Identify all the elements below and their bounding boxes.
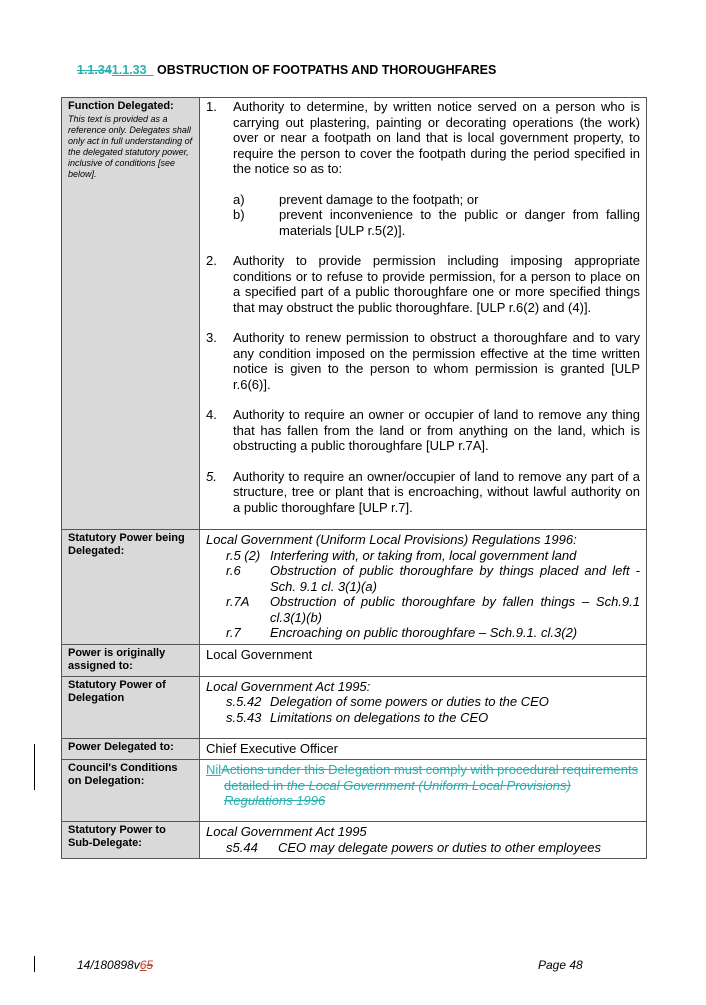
row-statutory-power xyxy=(62,530,647,645)
statutory-power-act: Local Government (Uniform Local Provisions) Regulations 1996: xyxy=(206,532,577,547)
heading-number-inserted: 1.1.33 xyxy=(111,63,147,77)
conditions-inserted: Nil xyxy=(206,762,222,777)
conditions-deleted: Actions under this Delegation must comply with procedural requirements detailed in xyxy=(221,762,639,793)
function-item-3: 3. Authority to renew permission to obstruct a thoroughfare and to vary any condition imposed on the permission effective at the time written notice is given to the person to whom permission is granted [ULP r.6(6)]. xyxy=(206,330,640,392)
delegated-to-value: Chief Executive Officer xyxy=(200,738,647,760)
originally-assigned-value: Local Government xyxy=(200,644,647,676)
reg-r7a: r.7A Obstruction of public thoroughfare by fallen things – Sch.9.1 cl.3(1)(b) xyxy=(226,594,640,625)
footer-page-number: Page 48 xyxy=(538,958,583,972)
function-subitem-a: a) prevent damage to the footpath; or xyxy=(233,191,479,207)
function-item-1: 1. Authority to determine, by written notice served on a person who is carrying out plastering, painting or decorating operations (the work) over or near a footpath on land that is local government property, to require the person to cover the footpath during the period specified in the notice so as to: a) prevent damage to the footpath; or b) prevent inconvenience to the public or danger from falling materials [ULP r.5(2)]. xyxy=(206,99,640,238)
reg-r5: r.5 (2) Interfering with, or taking from, local government land xyxy=(226,547,577,563)
originally-assigned-label: Power is originally assigned to: xyxy=(62,644,200,676)
row-conditions xyxy=(62,760,647,822)
statutory-power-label: Statutory Power being Delegated: xyxy=(62,530,200,645)
sub-delegate-act: Local Government Act 1995 xyxy=(206,824,367,839)
function-label-cell xyxy=(62,98,200,530)
footer-doc-ref: 14/180898v65 xyxy=(77,958,154,972)
function-content xyxy=(200,98,647,530)
section-heading xyxy=(77,63,496,77)
footer-version-inserted: 6 xyxy=(139,958,147,972)
section-s543: s.5.43 Limitations on delegations to the CEO xyxy=(226,709,489,725)
function-item-4: 4. Authority to require an owner or occupier of land to remove any thing that has fallen from the land or from anything on the land, which is obstructing a public thoroughfare [ULP r.7A]. xyxy=(206,407,640,453)
function-subitem-b: b) prevent inconvenience to the public or danger from falling materials [ULP r.5(2)]. xyxy=(233,207,640,238)
change-bar xyxy=(34,744,35,790)
statutory-power-content xyxy=(200,530,647,645)
reg-r6: r.6 Obstruction of public thoroughfare by things placed and left - Sch. 9.1 cl. 3(1)(a) xyxy=(226,563,640,594)
delegated-to-label: Power Delegated to: xyxy=(62,738,200,760)
conditions-content xyxy=(200,760,647,822)
heading-title: OBSTRUCTION OF FOOTPATHS AND THOROUGHFARES xyxy=(156,63,497,77)
row-function xyxy=(62,98,647,530)
delegation-table xyxy=(61,97,647,859)
function-item-5: 5. Authority to require an owner/occupier of land to remove any part of a structure, tree or plant that is encroaching, without lawful authority on a public thoroughfare [ULP r.7]. xyxy=(206,468,640,515)
power-of-delegation-act: Local Government Act 1995: xyxy=(206,678,371,694)
power-of-delegation-label: Statutory Power of Delegation xyxy=(62,676,200,738)
function-note: This text is provided as a reference only. Delegates shall only act in full understanding of the delegated statutory power, inclusive of conditions [see below]. xyxy=(68,114,193,179)
row-power-of-delegation xyxy=(62,676,647,738)
row-sub-delegate xyxy=(62,822,647,859)
row-originally-assigned xyxy=(62,644,647,676)
row-delegated-to xyxy=(62,738,647,760)
section-s544: s5.44 CEO may delegate powers or duties to other employees xyxy=(226,839,602,855)
sub-delegate-label: Statutory Power to Sub-Delegate: xyxy=(62,822,200,859)
heading-number-deleted: 1.1.34 xyxy=(77,63,112,77)
function-item-2: 2. Authority to provide permission including imposing appropriate conditions or to refuse to provide permission, for a person to place on a specified part of a public thoroughfare one or more specified things that may obstruct the public thoroughfare. [ULP r.6(2) and (4)]. xyxy=(206,253,640,315)
function-label: Function Delegated: xyxy=(68,100,174,112)
change-bar-footer xyxy=(34,956,35,972)
conditions-deleted-italic: the Local Government (Uniform Local Provisions) Regulations 1996 xyxy=(224,777,571,808)
sub-delegate-content xyxy=(200,822,647,859)
footer-version-deleted: 5 xyxy=(146,958,154,972)
reg-r7: r.7 Encroaching on public thoroughfare – Sch.9.1. cl.3(2) xyxy=(226,625,578,640)
section-s542: s.5.42 Delegation of some powers or duties to the CEO xyxy=(226,694,549,709)
conditions-label: Council's Conditions on Delegation: xyxy=(62,760,200,822)
power-of-delegation-content xyxy=(200,676,647,738)
